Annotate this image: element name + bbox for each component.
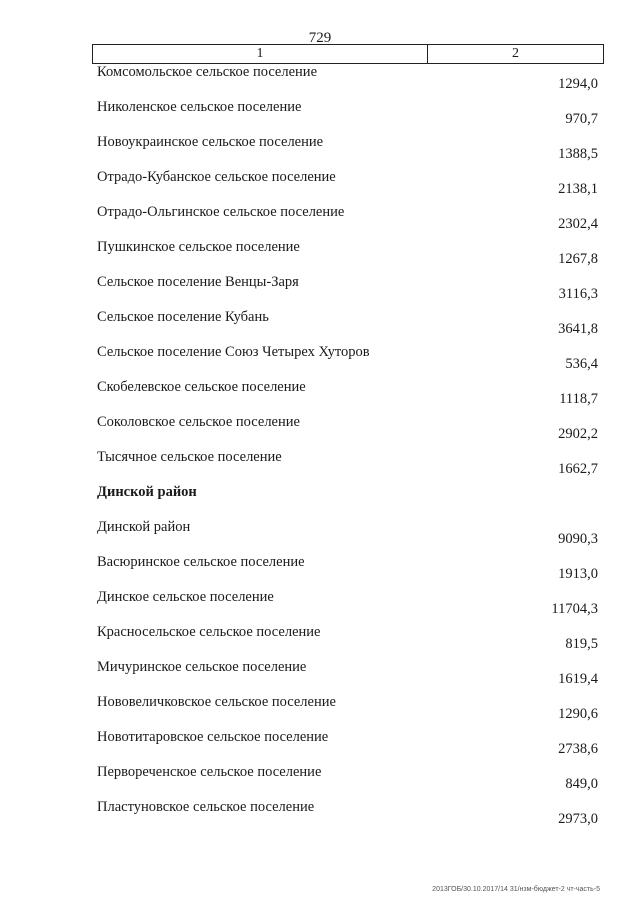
row-name: Пластуновское сельское поселение <box>97 799 315 815</box>
row-name: Соколовское сельское поселение <box>97 414 300 430</box>
table-row <box>0 99 640 129</box>
row-name: Комсомольское сельское поселение <box>97 64 317 80</box>
page-number: 729 <box>308 30 332 46</box>
document-footer: 2013ГОБ/30.10.2017/14 31/нзм-бюджет-2 чт-часть-5 <box>432 886 600 893</box>
table-header <box>92 44 604 64</box>
row-value: 2973,0 <box>558 811 598 827</box>
table-row <box>0 449 640 479</box>
row-name: Тысячное сельское поселение <box>97 449 282 465</box>
table-row <box>0 169 640 199</box>
table-row <box>0 589 640 619</box>
row-value: 2902,2 <box>558 426 598 442</box>
row-value: 1913,0 <box>558 566 598 582</box>
row-name: Скобелевское сельское поселение <box>97 379 306 395</box>
table-row <box>0 379 640 409</box>
row-value: 1619,4 <box>558 671 598 687</box>
row-value: 1388,5 <box>558 146 598 162</box>
district-heading-row <box>0 484 640 514</box>
table-row <box>0 344 640 374</box>
table-row <box>0 64 640 94</box>
row-value: 11704,3 <box>551 601 598 617</box>
row-value: 819,5 <box>565 636 598 652</box>
column-header-2: 2 <box>512 46 519 61</box>
row-name: Отрадо-Ольгинское сельское поселение <box>97 204 345 220</box>
row-value: 1267,8 <box>558 251 598 267</box>
row-name: Динское сельское поселение <box>97 589 274 605</box>
row-value: 2302,4 <box>558 216 598 232</box>
table-row <box>0 309 640 339</box>
row-name: Первореченское сельское поселение <box>97 764 322 780</box>
row-value: 3116,3 <box>558 286 598 302</box>
table-row <box>0 519 640 549</box>
row-name: Нововеличковское сельское поселение <box>97 694 336 710</box>
table-row <box>0 274 640 304</box>
table-row <box>0 554 640 584</box>
row-name: Сельское поселение Венцы-Заря <box>97 274 299 290</box>
table-row <box>0 414 640 444</box>
row-value: 849,0 <box>565 776 598 792</box>
row-value: 970,7 <box>565 111 598 127</box>
row-value: 3641,8 <box>558 321 598 337</box>
row-name: Отрадо-Кубанское сельское поселение <box>97 169 336 185</box>
row-name: Динской район <box>97 519 191 535</box>
row-value: 536,4 <box>565 356 598 372</box>
row-value: 1290,6 <box>558 706 598 722</box>
row-name: Мичуринское сельское поселение <box>97 659 307 675</box>
table-row <box>0 799 640 829</box>
table-row <box>0 624 640 654</box>
row-value: 1294,0 <box>558 76 598 92</box>
row-value: 1662,7 <box>558 461 598 477</box>
table-row <box>0 694 640 724</box>
row-name: Пушкинское сельское поселение <box>97 239 300 255</box>
table-row <box>0 134 640 164</box>
table-row <box>0 239 640 269</box>
column-header-1: 1 <box>93 45 428 63</box>
row-value: 2138,1 <box>558 181 598 197</box>
row-value: 9090,3 <box>558 531 598 547</box>
district-heading: Динской район <box>97 484 197 500</box>
row-value: 2738,6 <box>558 741 598 757</box>
row-name: Новоукраинское сельское поселение <box>97 134 324 150</box>
row-name: Новотитаровское сельское поселение <box>97 729 329 745</box>
row-name: Красносельское сельское поселение <box>97 624 321 640</box>
row-name: Сельское поселение Кубань <box>97 309 269 325</box>
row-name: Николенское сельское поселение <box>97 99 302 115</box>
table-row <box>0 764 640 794</box>
row-name: Васюринское сельское поселение <box>97 554 305 570</box>
table-row <box>0 729 640 759</box>
row-value: 1118,7 <box>559 391 598 407</box>
table-row <box>0 659 640 689</box>
row-name: Сельское поселение Союз Четырех Хуторов <box>97 344 370 360</box>
table-row <box>0 204 640 234</box>
